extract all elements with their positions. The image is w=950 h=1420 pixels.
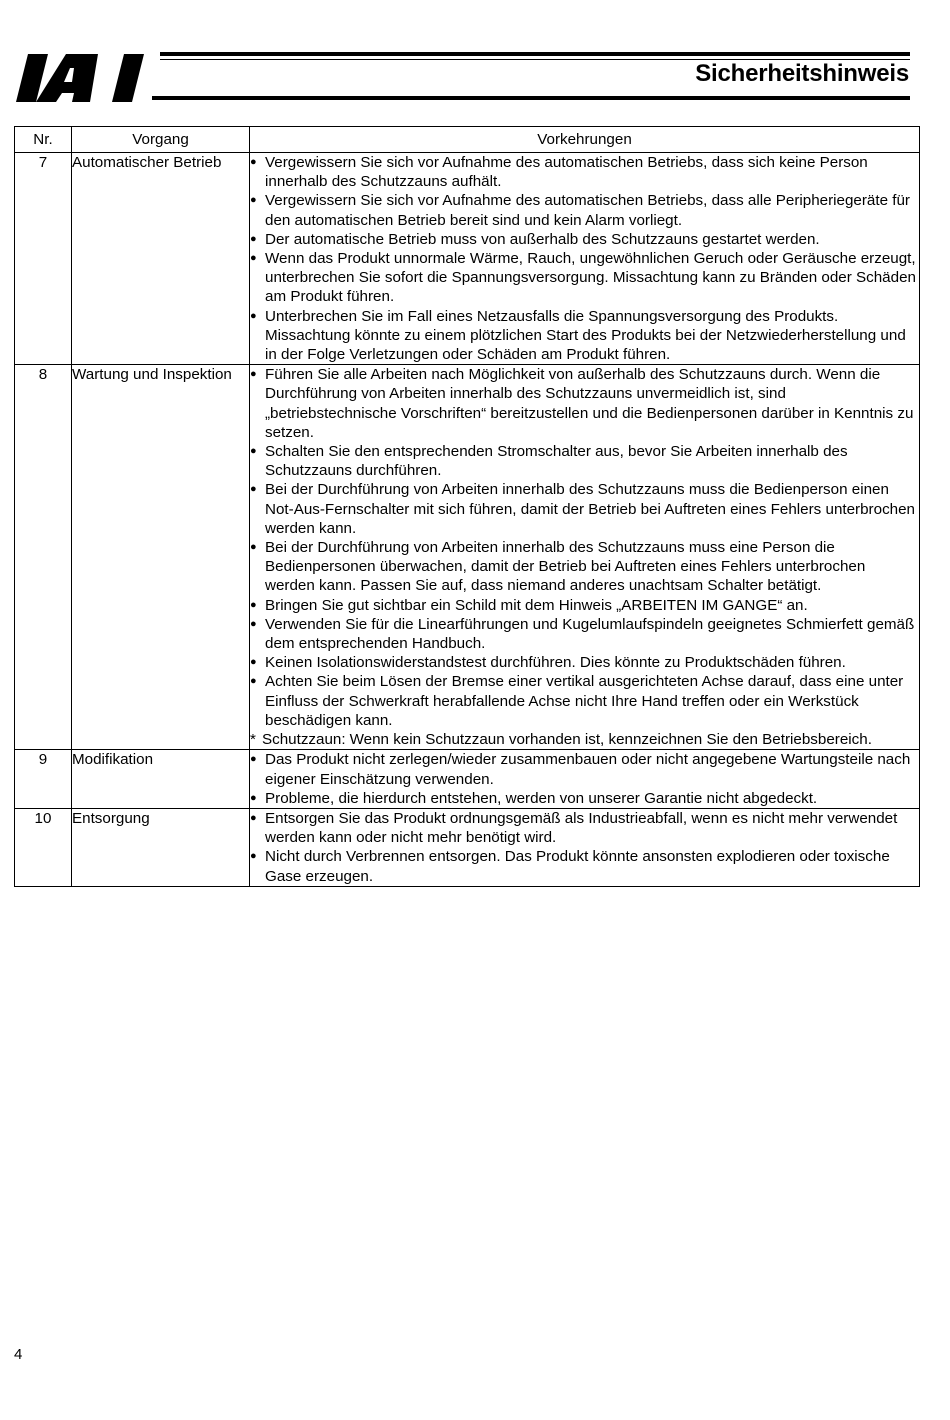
precaution-text: Der automatische Betrieb muss von außerhalb des Schutzzauns gestartet werden. [265, 230, 820, 248]
bullet-icon: ● [250, 483, 257, 496]
precaution-text: Vergewissern Sie sich vor Aufnahme des automatischen Betriebs, dass alle Peripheriegeräte für den automatischen Betrieb bereit sind und kein Alarm vorliegt. [265, 192, 910, 229]
bullet-icon: ● [250, 194, 257, 207]
header-rule-bottom [152, 96, 910, 100]
precaution-item [250, 653, 919, 672]
safety-table [14, 126, 920, 887]
precaution-text: Bei der Durchführung von Arbeiten innerhalb des Schutzzauns muss die Bedienperson einen Not-Aus-Fernschalter mit sich führen, damit der Betrieb bei Auftreten eines Fehlers unterbrochen werden kann. [265, 481, 915, 537]
bullet-icon: ● [250, 753, 257, 766]
row-number: 10 [15, 808, 72, 886]
precaution-text: Entsorgen Sie das Produkt ordnungsgemäß als Industrieabfall, wenn es nicht mehr verwendet werden kann oder nicht mehr benötigt wird. [265, 809, 898, 847]
column-header-vorgang: Vorgang [72, 127, 250, 153]
bullet-icon: ● [250, 541, 257, 554]
precaution-item [250, 307, 919, 365]
precaution-text: Schalten Sie den entsprechenden Stromschalter aus, bevor Sie Arbeiten innerhalb des Schutzzauns durchführen. [265, 443, 848, 480]
precaution-item [250, 847, 919, 885]
header-rule-top [160, 52, 910, 56]
precaution-item [250, 153, 919, 191]
table-row [15, 365, 920, 750]
precaution-item [250, 750, 919, 788]
row-vorkehrungen [250, 365, 920, 750]
table-body [15, 153, 920, 887]
precaution-text: Achten Sie beim Lösen der Bremse einer vertikal ausgerichteten Achse darauf, dass eine unter Einfluss der Schwerkraft herabfallende Achse nicht Ihre Hand treffen oder ein Werkstück beschädigen kann. [265, 673, 904, 729]
row-vorgang: Modifikation [72, 750, 250, 809]
precaution-text: Vergewissern Sie sich vor Aufnahme des automatischen Betriebs, dass sich keine Person innerhalb des Schutzzauns aufhält. [265, 154, 868, 191]
precaution-item [250, 615, 919, 653]
bullet-icon: ● [250, 368, 257, 381]
bullet-icon: ● [250, 598, 257, 611]
precaution-text: Das Produkt nicht zerlegen/wieder zusammenbauen oder nicht angegebene Wartungsteile nach eigener Einschätzung verwenden. [265, 751, 911, 788]
precaution-text: Verwenden Sie für die Linearführungen und Kugelumlaufspindeln geeignetes Schmierfett gemäß dem entsprechenden Handbuch. [265, 615, 915, 653]
precaution-item [250, 596, 919, 615]
precaution-item [250, 538, 919, 596]
bullet-icon: ● [250, 252, 257, 265]
column-header-nr: Nr. [15, 127, 72, 153]
table-row [15, 808, 920, 886]
asterisk-icon: * [250, 731, 256, 749]
row-vorgang: Wartung und Inspektion [72, 365, 250, 750]
row-number: 9 [15, 750, 72, 809]
precaution-text: Keinen Isolationswiderstandstest durchführen. Dies könnte zu Produktschäden führen. [265, 654, 846, 672]
page-title: Sicherheitshinweis [695, 60, 909, 87]
precaution-item [250, 480, 919, 538]
precaution-item [250, 249, 919, 307]
footnote-label: Schutzzaun: [262, 731, 346, 749]
precaution-text: Nicht durch Verbrennen entsorgen. Das Produkt könnte ansonsten explodieren oder toxische Gase erzeugen. [265, 848, 890, 885]
precaution-text: Unterbrechen Sie im Fall eines Netzausfalls die Spannungsversorgung des Produkts. Missachtung könnte zu einem plötzlichen Start des Produkts bei der Netzwiederherstellung und in der Folge Verletzungen oder Schäden am Produkt führen. [265, 307, 906, 364]
bullet-icon: ● [250, 445, 257, 458]
precaution-item [250, 789, 919, 808]
precaution-text: Wenn das Produkt unnormale Wärme, Rauch, ungewöhnlichen Geruch oder Geräusche erzeugt, unterbrechen Sie sofort die Spannungsversorgung. Missachtung kann zu Bränden oder Schäden am Produkt führen. [265, 250, 916, 306]
row-number: 7 [15, 153, 72, 365]
table-row [15, 750, 920, 809]
bullet-icon: ● [250, 309, 257, 322]
precaution-item [250, 191, 919, 229]
precaution-text: Bei der Durchführung von Arbeiten innerhalb des Schutzzauns muss eine Person die Bedienpersonen überwachen, damit der Betrieb bei Auftreten eines Fehlers unterbrochen werden kann. Passen Sie auf, dass niemand anderes unachtsam Schalter betätigt. [265, 539, 866, 595]
precaution-text: Probleme, die hierdurch entstehen, werden von unserer Garantie nicht abgedeckt. [265, 789, 818, 807]
precaution-text: Führen Sie alle Arbeiten nach Möglichkeit von außerhalb des Schutzzauns durch. Wenn die Durchführung von Arbeiten innerhalb des Schutzzauns unvermeidlich ist, sind „betriebstechnische Vorschriften“ bereitzustellen und die Bedienpersonen darüber in Kenntnis zu setzen. [265, 366, 914, 441]
precaution-item [250, 809, 919, 847]
bullet-icon: ● [250, 656, 257, 669]
table-header-row [15, 127, 920, 153]
iai-logo [14, 50, 154, 106]
bullet-icon: ● [250, 617, 257, 630]
bullet-icon: ● [250, 811, 257, 824]
row-vorkehrungen [250, 808, 920, 886]
precaution-text: Bringen Sie gut sichtbar ein Schild mit dem Hinweis „ARBEITEN IM GANGE“ an. [265, 596, 808, 614]
row-number: 8 [15, 365, 72, 750]
bullet-icon: ● [250, 232, 257, 245]
precaution-item [250, 230, 919, 249]
table-row [15, 153, 920, 365]
row-vorgang: Entsorgung [72, 808, 250, 886]
row-vorkehrungen [250, 153, 920, 365]
precaution-item [250, 365, 919, 442]
row-vorkehrungen [250, 750, 920, 809]
bullet-icon: ● [250, 850, 257, 863]
footnote [250, 730, 919, 749]
footnote-text: Wenn kein Schutzzaun vorhanden ist, kennzeichnen Sie den Betriebsbereich. [349, 731, 872, 749]
column-header-vorkehrungen: Vorkehrungen [250, 127, 920, 153]
precaution-item [250, 672, 919, 730]
bullet-icon: ● [250, 156, 257, 168]
precaution-item [250, 442, 919, 480]
bullet-icon: ● [250, 791, 257, 804]
row-vorgang: Automatischer Betrieb [72, 153, 250, 365]
page-number: 4 [14, 1346, 23, 1363]
bullet-icon: ● [250, 675, 257, 688]
